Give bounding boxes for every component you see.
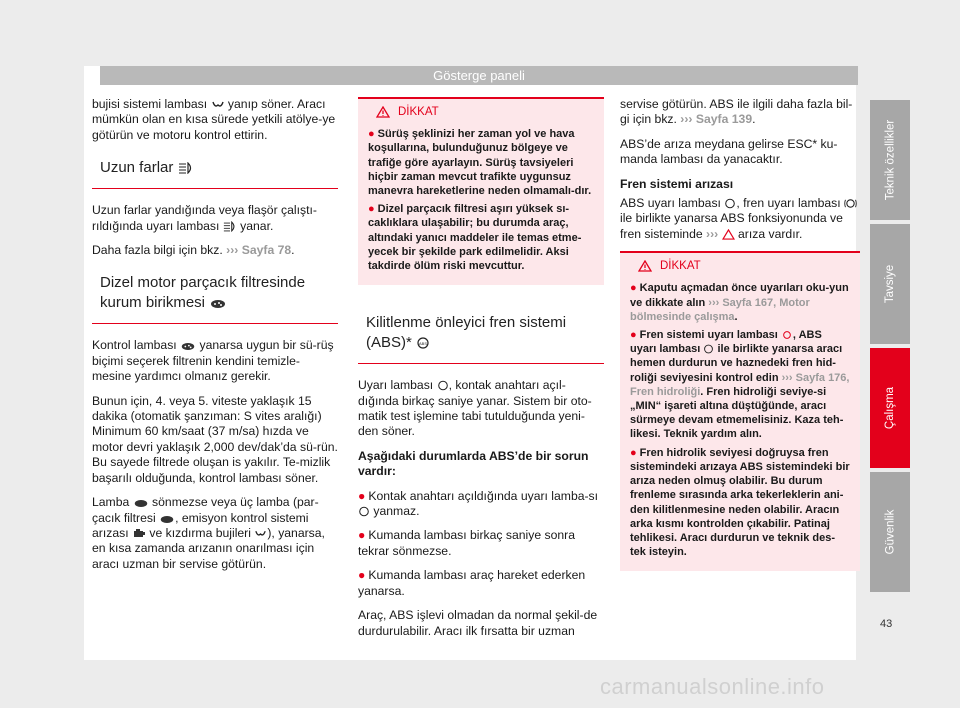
abs-icon — [437, 380, 449, 391]
abs-icon — [358, 506, 370, 517]
paragraph: ABS uyarı lambası , fren uyarı lambası ile birlikte yanarsa ABS fonksiyonunda ve fren sisteminde ››› arıza vardır. — [620, 196, 860, 242]
page-header: Gösterge paneli — [100, 66, 858, 85]
abs-icon — [703, 344, 714, 354]
tab-tavsiye[interactable]: Tavsiye — [870, 224, 910, 344]
warning-item: ● Fren sistemi uyarı lambası , ABS uyarı lambası ile birlikte yanarsa aracı hemen durdurun ve haznedeki fren hid-roliği seviyesini kontrol edin ››› Sayfa 176, Fren hidroliği. Fren hidroliği seviye-si „MIN“ işareti altına düştüğünde, aracı sürmeye devam etmemelisiniz. Kaza teh-likesi. Teknik yardım alın. — [630, 329, 850, 441]
column-2 — [358, 97, 604, 648]
warning-triangle-icon — [722, 229, 735, 240]
paragraph: Aşağıdaki durumlarda ABS’de bir sorun vardır: — [358, 448, 589, 479]
glow-plug-icon — [254, 529, 267, 539]
paragraph: servise götürün. ABS ile ilgili daha fazla bil-gi için bkz. ››› Sayfa 139. — [620, 97, 853, 127]
paragraph: bujisi sistemi lambası yanıp söner. Aracı mümkün olan en kısa sürede yetkili atölye-ye götürün ve motoru kontrol ettirin. — [92, 97, 336, 142]
warning-item: ● Kaputu açmadan önce uyarıları oku-yun ve dikkate alın ››› Sayfa 167, Motor bölmesinde çalışma. — [630, 282, 849, 323]
paragraph: Lamba sönmezse veya üç lamba (par-çacık filtresi , emisyon kontrol sistemi arızası ve kızdırma bujileri ), yanarsa, en kısa zamanda arızanın onarılması için aracı uzman bir servise götürün. — [92, 495, 325, 571]
section-heading-abs: Kilitlenme önleyici fren sistemi (ABS)* ABS — [358, 307, 604, 364]
particle-filter-icon — [159, 515, 175, 524]
column-1 — [92, 97, 338, 581]
warning-item: ● Sürüş şeklinizi her zaman yol ve hava koşullarına, bulunduğunuz bölgeye ve trafiğe göre ayarlayın. Sürüş tavsiyeleri hiçbir zaman mevcut trafikte uygunsuz manevra hareketlerine neden olmamalı-dır. — [368, 128, 592, 198]
warning-triangle-icon — [376, 106, 390, 118]
page-link[interactable]: ››› Sayfa 167, Motor bölmesinde çalışma — [630, 296, 810, 323]
abs-icon — [724, 198, 736, 209]
page-link[interactable]: ››› — [706, 226, 719, 241]
high-beam-icon — [178, 162, 194, 174]
warning-box — [620, 251, 860, 571]
section-heading-particle-filter: Dizel motor parçacık filtresinde kurum birikmesi — [92, 267, 338, 324]
paragraph: ABS’de arıza meydana gelirse ESC* ku-manda lambası da yanacaktır. — [620, 136, 838, 167]
paragraph: Araç, ABS işlevi olmadan da normal şekil-de durdurulabilir. Aracı ilk fırsatta bir uzman — [358, 608, 598, 638]
page-link[interactable]: ››› Sayfa 176, Fren hidroliği — [630, 371, 850, 398]
brake-icon — [781, 330, 793, 340]
column-3 — [620, 97, 860, 571]
particle-filter-icon — [209, 299, 227, 309]
paragraph: Kontrol lambası yanarsa uygun bir sü-rüş biçimi seçerek filtrenin kendini temizle-mesine yardımcı olmanız gerekir. — [92, 338, 334, 384]
abs-icon — [416, 337, 430, 349]
tab-calisma[interactable]: Çalışma — [870, 348, 910, 468]
tab-guvenlik[interactable]: Güvenlik — [870, 472, 910, 592]
high-beam-icon — [223, 221, 237, 232]
engine-icon — [132, 528, 146, 539]
particle-filter-icon — [133, 499, 149, 508]
paragraph: Uzun farlar yandığında veya flaşör çalıştı-rıldığında uyarı lambası yanar. — [92, 203, 317, 233]
paragraph: Daha fazla bilgi için bkz. ››› Sayfa 78. — [92, 243, 295, 258]
bullet-item: ● Kontak anahtarı açıldığında uyarı lamba-sı yanmaz. — [358, 488, 599, 519]
warning-title: DİKKAT — [638, 259, 850, 273]
watermark: carmanualsonline.info — [600, 674, 825, 699]
subheading: Fren sistemi arızası — [620, 176, 734, 191]
paragraph: Uyarı lambası , kontak anahtarı açıl-dığında birkaç saniye yanar. Sistem bir oto-matik test işlemine tabi tutulduğunda yeni-den söner. — [358, 378, 592, 439]
glow-plug-icon — [211, 100, 225, 110]
paragraph: Bunun için, 4. veya 5. viteste yaklaşık 15 dakika (otomatik şanzıman: S vites aralığı) Minimum 60 km/saat (37 m/sa) hızda ve motor devri yaklaşık 2,000 dev/dak’da sü-rün. Bu sayede filtrede oluşan is yakılır. Te-mizlik başarılı olduğunda, kontrol lambası söner. — [92, 393, 338, 485]
bullet-item: ● Kumanda lambası araç hareket ederken yanarsa. — [358, 568, 586, 598]
warning-box — [358, 97, 604, 285]
warning-item: ● Dizel parçacık filtresi aşırı yüksek sı-caklıklara ulaşabilir; bu durumda araç, altındaki yanıcı maddeler ile temas etme-yecek bir şekilde park edilmelidir. Aksi takdirde ölüm riski mevcuttur. — [368, 203, 582, 273]
particle-filter-icon — [180, 342, 196, 351]
warning-triangle-icon — [638, 260, 652, 272]
svg-text:ABS: ABS — [419, 341, 428, 347]
tab-teknik-ozellikler[interactable]: Teknik özellikler — [870, 100, 910, 220]
page-link[interactable]: ››› Sayfa 78 — [226, 243, 292, 258]
warning-title: DİKKAT — [376, 105, 594, 119]
page-number: 43 — [880, 618, 893, 630]
warning-item: ● Fren hidrolik seviyesi doğruysa fren sistemindeki arızaya ABS sistemindeki bir arıza neden olmuş olabilir. Bu durum frenleme sırasında arka tekerleklerin ani-den kilitlenmesine neden olabilir. Aracın arka kısmı kontrolden çıkabilir. Patinaj tehlikesi. Aracı durdurun ve teknik des-tek isteyin. — [630, 446, 850, 559]
brake-icon — [844, 198, 857, 209]
bullet-item: ● Kumanda lambası birkaç saniye sonra tekrar sönmezse. — [358, 528, 575, 558]
page-link[interactable]: ››› Sayfa 139 — [680, 112, 753, 127]
section-heading-high-beam: Uzun farlar — [92, 152, 338, 189]
